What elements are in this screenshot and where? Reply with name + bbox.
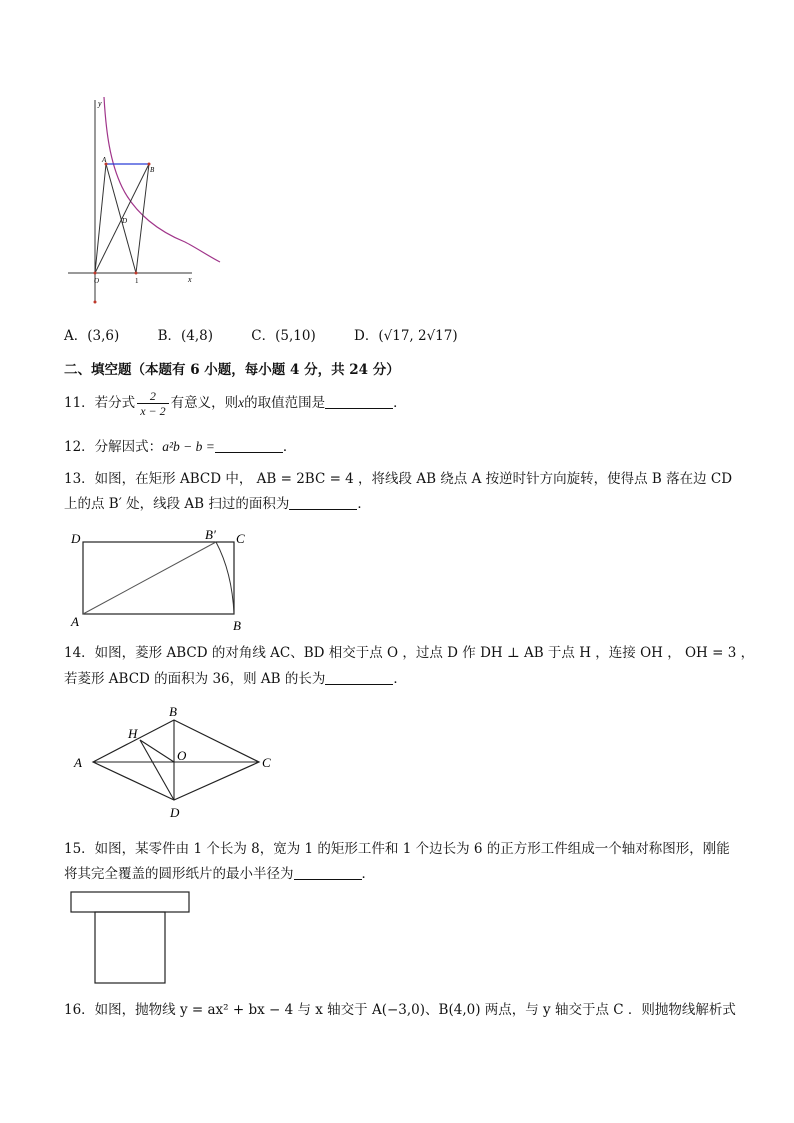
- q11-var: x: [238, 395, 245, 410]
- q14-label-o: O: [177, 748, 187, 763]
- coordinate-figure: [60, 92, 230, 312]
- q14-end: ．: [393, 671, 407, 687]
- q12-answer-blank[interactable]: [215, 438, 283, 453]
- q14-line1: 14．如图，菱形 ABCD 的对角线 AC、BD 相交于点 O ，过点 D 作 DH ⊥ AB 于点 H ，连接 OH ， OH = 3 ，: [64, 645, 755, 661]
- q14-answer-blank[interactable]: [325, 670, 393, 685]
- q11-suffix: 的取值范围是: [244, 395, 326, 411]
- option-d-value: (√17, 2√17): [378, 328, 458, 344]
- q11-prefix: 11．若分式: [64, 395, 136, 411]
- q13-line1: 13．如图，在矩形 ABCD 中， AB = 2BC = 4 ，将线段 AB 绕点 A 按逆时针方向旋转，使得点 B 落在边 CD: [64, 471, 733, 487]
- horizontal-rectangle-part: [71, 892, 189, 912]
- q12-expr: a²b − b =: [162, 439, 215, 454]
- q12-end: ．: [282, 439, 297, 455]
- option-a-value: (3,6): [87, 328, 120, 344]
- option-d-letter: D．: [354, 328, 379, 344]
- axis-bottom-point: [94, 301, 97, 304]
- q15-line2-text: 将其完全覆盖的圆形纸片的最小半径为: [64, 866, 294, 882]
- q15-end: ．: [361, 866, 375, 882]
- q13-label-d: D: [71, 531, 81, 546]
- segment-ab-prime: [83, 542, 216, 614]
- q11-end: ．: [393, 395, 407, 411]
- q13-label-c: C: [236, 531, 245, 546]
- q13-label-b: B: [233, 618, 241, 633]
- q11-fraction: [137, 389, 168, 418]
- label-one: 1: [135, 277, 139, 285]
- option-b-letter: B．: [157, 328, 181, 344]
- q13-line2: [64, 494, 371, 514]
- q15-part-figure: [66, 888, 196, 988]
- q13-line2-text: 上的点 B′ 处，线段 AB 扫过的面积为: [64, 496, 290, 512]
- q14-label-h: H: [128, 726, 138, 741]
- q11-numerator: 2: [137, 389, 168, 404]
- option-b-value: (4,8): [180, 328, 213, 344]
- q11-middle: 有意义，则: [170, 395, 239, 411]
- q12-prefix: 12．分解因式：: [64, 439, 163, 455]
- square-part: [95, 912, 165, 983]
- rhombus-abcd: [93, 720, 259, 800]
- q13-end: ．: [357, 496, 371, 512]
- q13-answer-blank[interactable]: [289, 495, 357, 510]
- option-c-value: (5,10): [275, 328, 316, 344]
- label-x: x: [188, 275, 192, 284]
- q14-label-c: C: [262, 755, 271, 770]
- option-c-letter: C．: [251, 328, 276, 344]
- q11-denominator: x − 2: [140, 404, 166, 418]
- q13-label-b-prime: B′: [205, 527, 216, 542]
- point-1: [135, 272, 138, 275]
- q14-rhombus-figure: [66, 700, 286, 825]
- label-o: O: [94, 277, 100, 285]
- q14-line2-text: 若菱形 ABCD 的面积为 36，则 AB 的长为: [64, 671, 326, 687]
- segment-oh: [140, 740, 174, 762]
- q14-line2: [64, 669, 407, 689]
- q14-label-b: B: [169, 704, 177, 719]
- rectangle-abcd: [83, 542, 234, 614]
- hyperbola-curve: [104, 97, 220, 262]
- q16-line1: 16．如图，抛物线 y = ax² + bx − 4 与 x 轴交于 A(−3,0)、B(4,0) 两点，与 y 轴交于点 C ．则抛物线解析式: [64, 1002, 736, 1018]
- point-o: [94, 272, 97, 275]
- arc-b-to-b-prime: [216, 542, 234, 614]
- q15-line1: 15．如图，某零件由 1 个长为 8，宽为 1 的矩形工件和 1 个边长为 6 的正方形工件组成一个轴对称图形，刚能: [64, 841, 730, 857]
- label-y: y: [98, 99, 102, 108]
- q15-line2: [64, 864, 375, 884]
- q13-label-a: A: [71, 614, 79, 629]
- section-header: 二、填空题（本题有 6 小题，每小题 4 分，共 24 分）: [64, 362, 400, 378]
- q14-label-a: A: [74, 755, 82, 770]
- q11-answer-blank[interactable]: [325, 394, 393, 409]
- segment-a-1: [106, 164, 136, 273]
- q10-options: [64, 326, 458, 346]
- q11: [64, 385, 407, 421]
- label-d: D: [122, 217, 128, 225]
- label-b: B: [150, 166, 155, 174]
- segment-oa: [95, 164, 106, 273]
- q14-label-d: D: [170, 805, 180, 820]
- q13-rectangle-figure: [66, 526, 256, 636]
- q15-answer-blank[interactable]: [294, 865, 362, 880]
- label-a: A: [102, 156, 107, 164]
- option-a-letter: A．: [64, 328, 88, 344]
- q12: [64, 437, 296, 457]
- segment-dh: [140, 740, 174, 800]
